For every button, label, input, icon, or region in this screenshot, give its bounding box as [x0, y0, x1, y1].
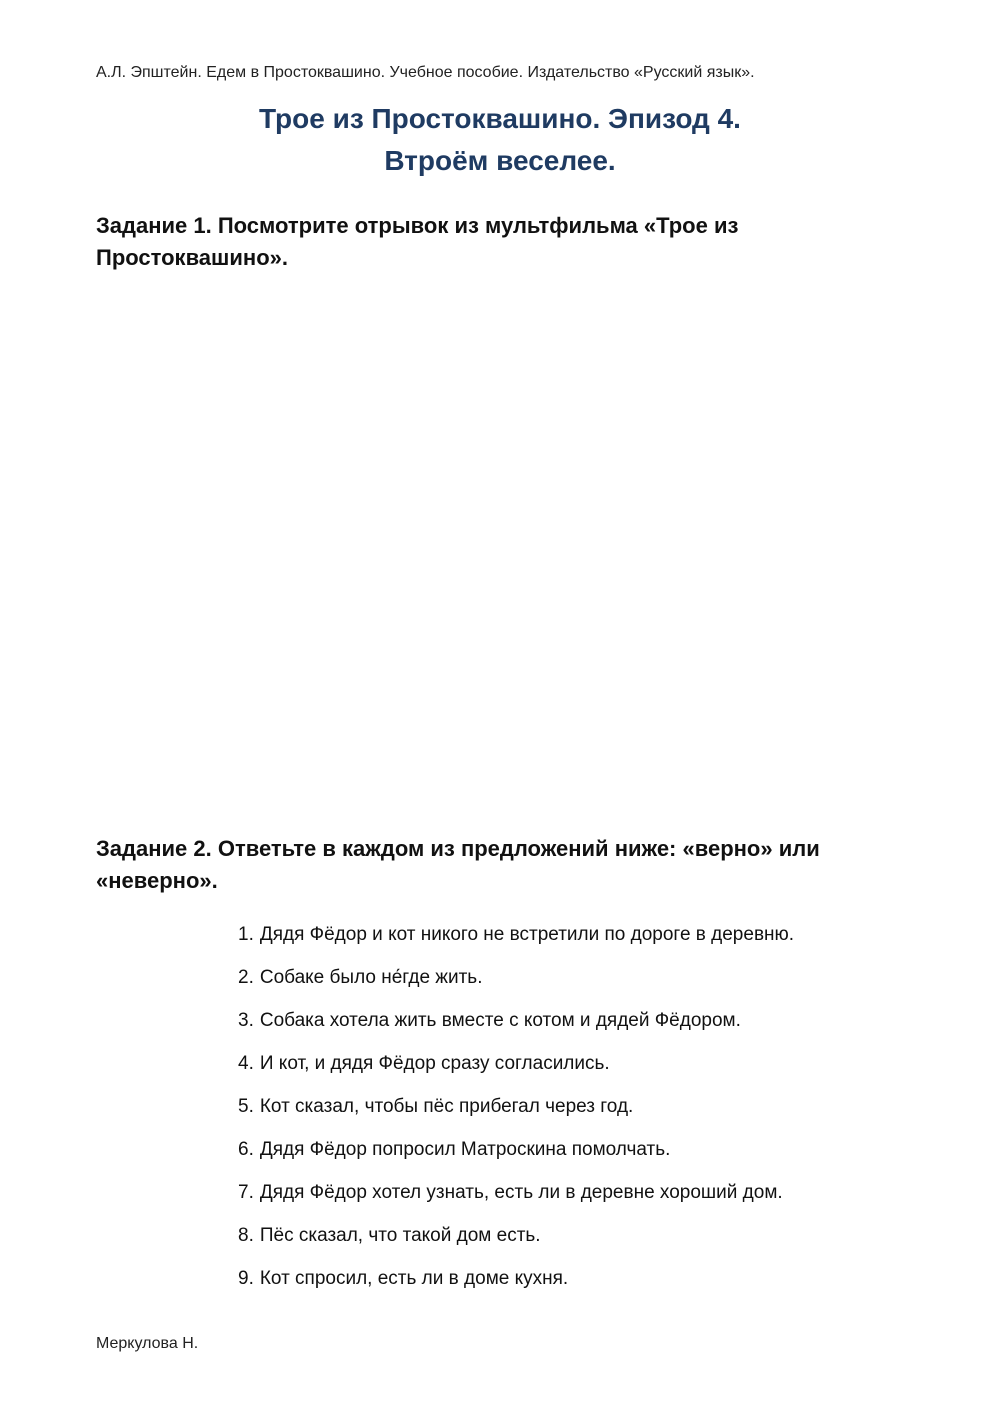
- statement-text: Дядя Фёдор и кот никого не встретили по дороге в деревню.: [259, 924, 795, 945]
- statement-number: 1.: [238, 924, 254, 945]
- statement-number: 2.: [238, 967, 254, 988]
- statement-number: 6.: [238, 1139, 254, 1160]
- statement-text: Кот спросил, есть ли в доме кухня.: [259, 1268, 569, 1289]
- statement-text: Пёс сказал, что такой дом есть.: [259, 1225, 541, 1246]
- statement-number: 4.: [238, 1053, 254, 1074]
- statement-text: Дядя Фёдор хотел узнать, есть ли в деревне хороший дом.: [259, 1182, 783, 1203]
- statement-item: [238, 1047, 938, 1090]
- statement-item: [238, 1219, 938, 1262]
- statement-number: 5.: [238, 1096, 254, 1117]
- statement-item: [238, 961, 938, 1004]
- statement-text: Собака хотела жить вместе с котом и дядей Фёдором.: [259, 1010, 741, 1031]
- statement-number: 3.: [238, 1010, 254, 1031]
- statement-number: 8.: [238, 1225, 254, 1246]
- statement-item: [238, 1262, 938, 1305]
- statement-number: 9.: [238, 1268, 254, 1289]
- author-name: Меркулова Н.: [96, 1335, 199, 1352]
- title-line-1: Трое из Простоквашино. Эпизод 4.: [259, 103, 741, 134]
- video-placeholder: [96, 290, 916, 810]
- title-line-2: Втроём веселее.: [384, 145, 616, 176]
- statement-text: Дядя Фёдор попросил Матроскина помолчать.: [259, 1139, 671, 1160]
- statement-text: Кот сказал, чтобы пёс прибегал через год.: [259, 1096, 634, 1117]
- task-2-heading: Задание 2. Ответьте в каждом из предложений ниже: «верно» или «неверно».: [96, 836, 820, 893]
- statement-item: [238, 1090, 938, 1133]
- statement-number: 7.: [238, 1182, 254, 1203]
- statement-item: [238, 1176, 938, 1219]
- page-title: [0, 98, 1000, 182]
- source-citation: А.Л. Эпштейн. Едем в Простоквашино. Учебное пособие. Издательство «Русский язык».: [96, 64, 755, 81]
- statement-item: [238, 1133, 938, 1176]
- statement-text: Собаке было не́где жить.: [259, 967, 483, 988]
- statement-item: [238, 918, 938, 961]
- statement-text: И кот, и дядя Фёдор сразу согласились.: [259, 1053, 610, 1074]
- task-1-heading: Задание 1. Посмотрите отрывок из мультфильма «Трое из Простоквашино».: [96, 213, 739, 270]
- statement-list: [238, 918, 938, 1305]
- statement-item: [238, 1004, 938, 1047]
